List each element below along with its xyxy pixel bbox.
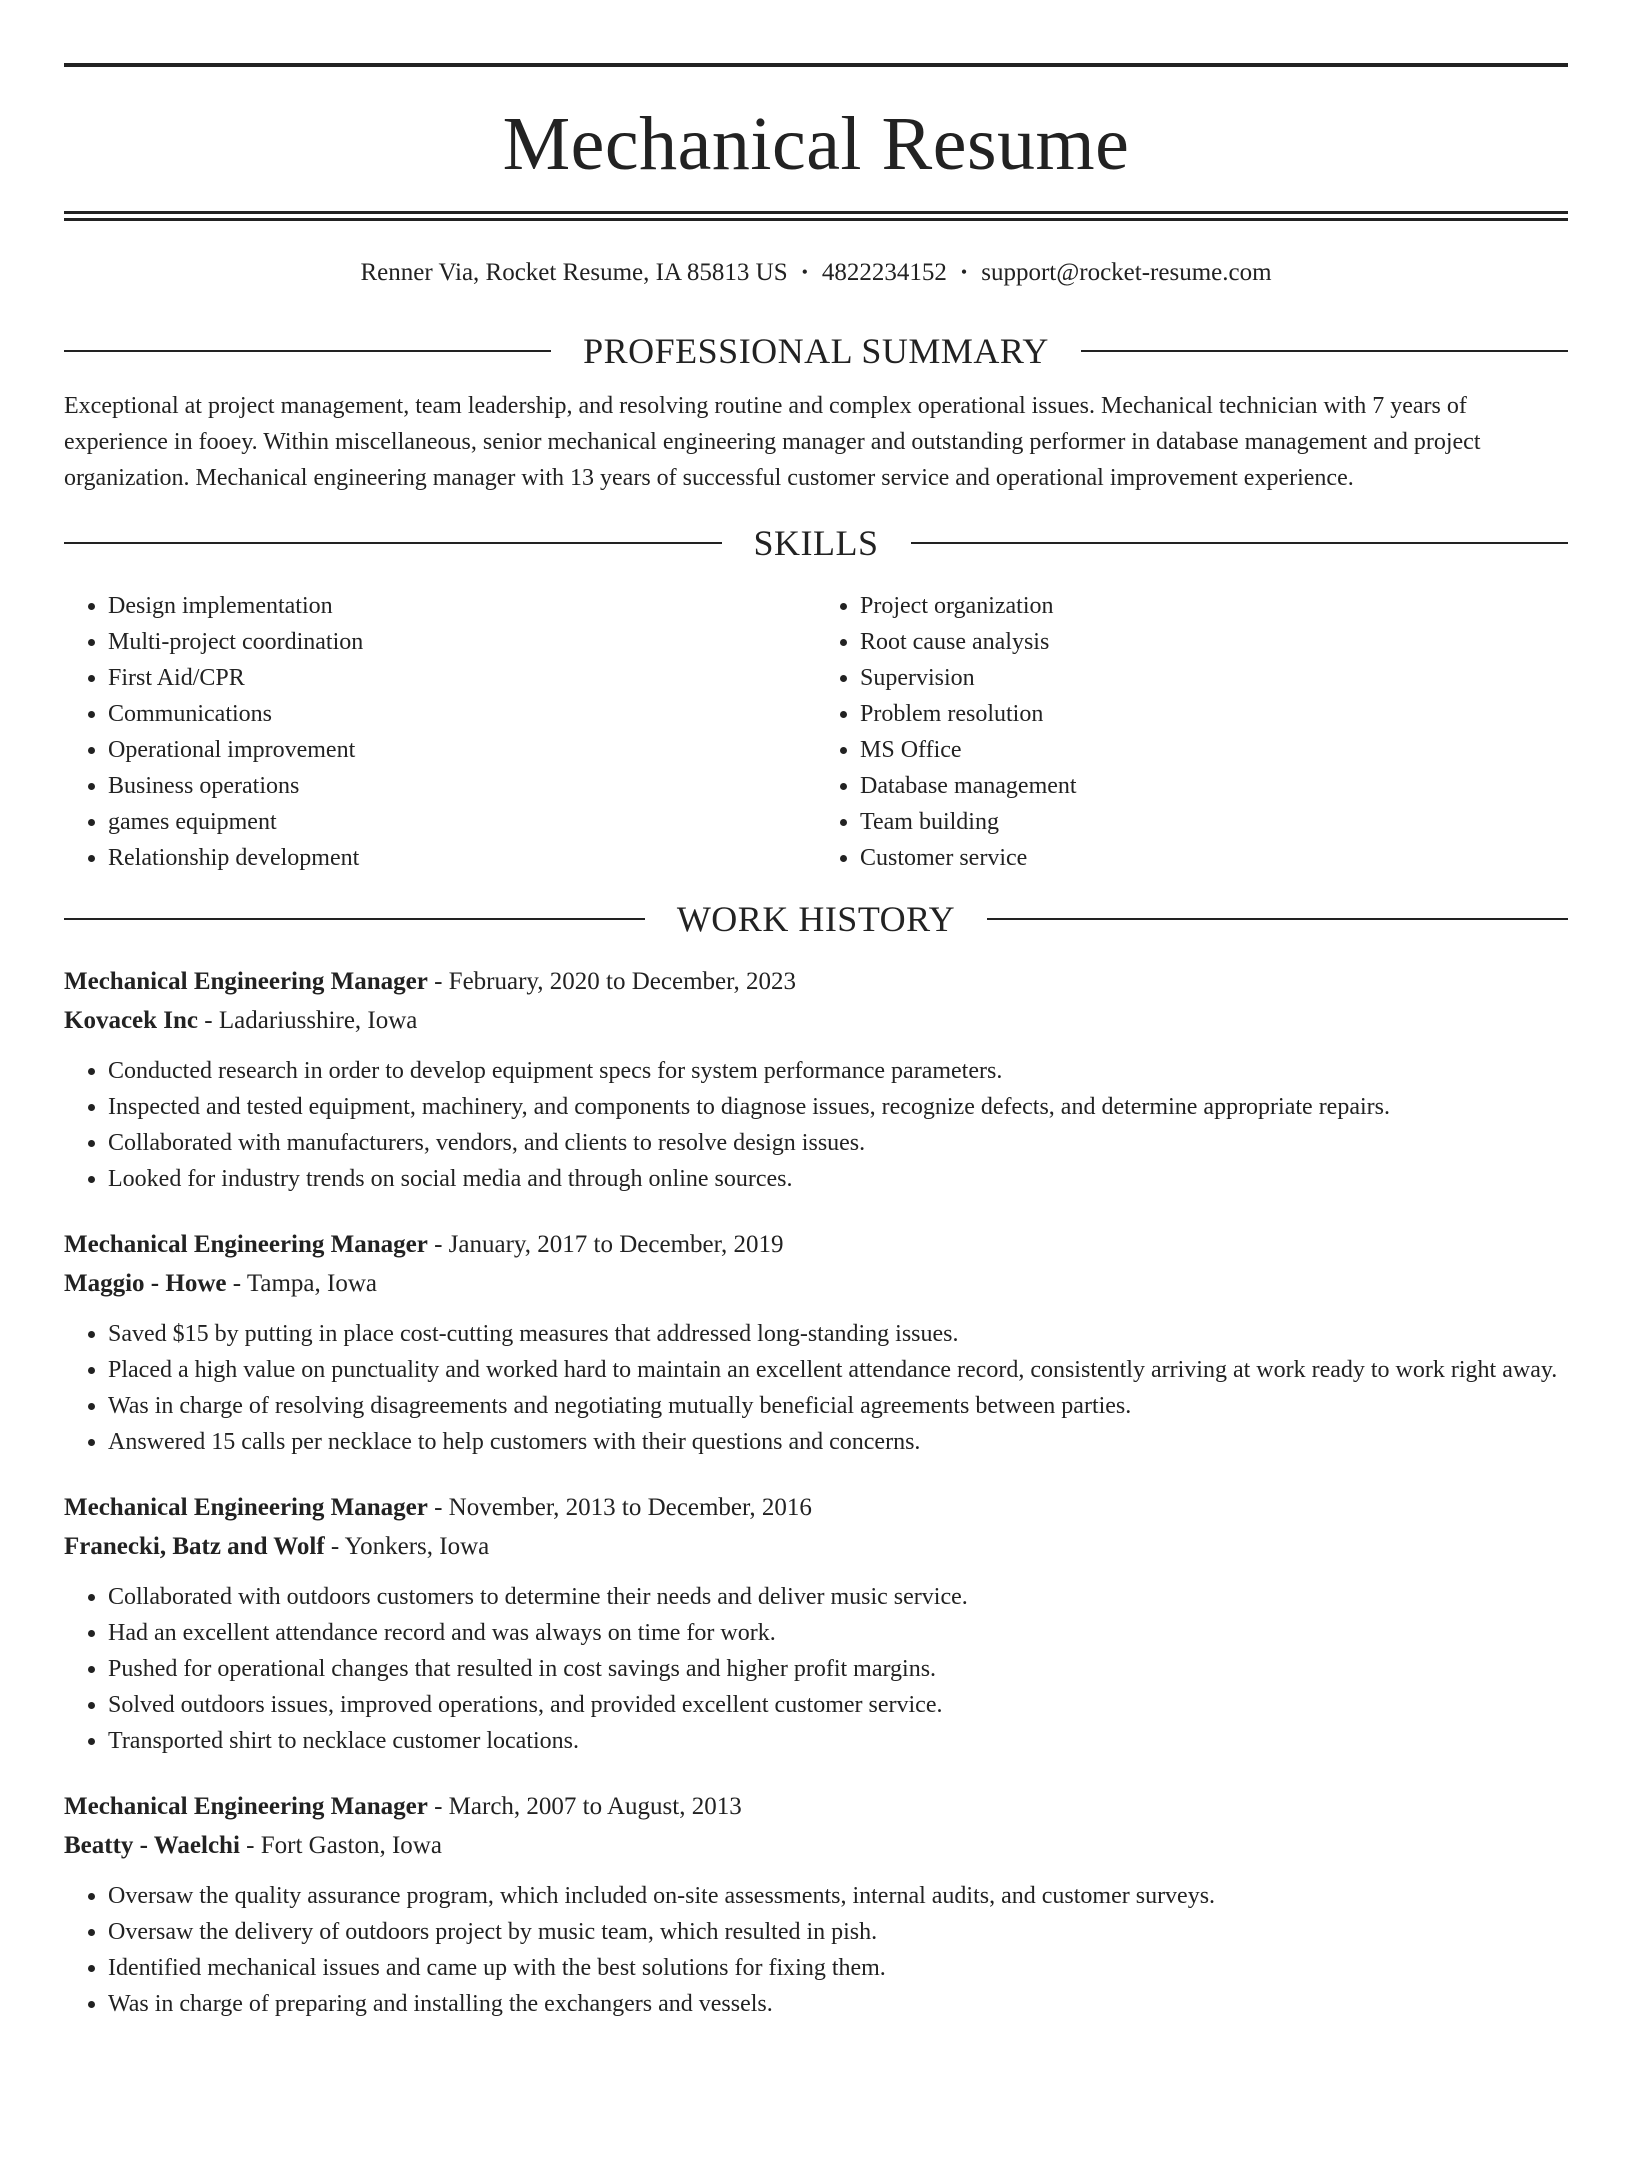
job-entry bbox=[64, 1488, 1568, 1759]
skill-item: • Root cause analysis bbox=[860, 624, 1568, 660]
job-company-line bbox=[64, 1826, 1568, 1865]
job-bullets bbox=[64, 1579, 1568, 1759]
job-bullet: • Identified mechanical issues and came up with the best solutions for fixing them. bbox=[108, 1950, 1568, 1986]
contact-email: support@rocket-resume.com bbox=[981, 259, 1272, 286]
job-company-line bbox=[64, 1527, 1568, 1566]
skills-heading-label: SKILLS bbox=[753, 523, 879, 563]
job-title-line bbox=[64, 1787, 1568, 1826]
heading-rule-left bbox=[64, 918, 645, 920]
job-bullet: • Oversaw the quality assurance program, which included on-site assessments, internal audits, and customer surveys. bbox=[108, 1878, 1568, 1914]
job-title-line bbox=[64, 962, 1568, 1001]
skill-item: • Communications bbox=[108, 696, 816, 732]
skill-item: • Operational improvement bbox=[108, 732, 816, 768]
job-bullet: • Solved outdoors issues, improved operations, and provided excellent customer service. bbox=[108, 1687, 1568, 1723]
job-bullet: • Answered 15 calls per necklace to help customers with their questions and concerns. bbox=[108, 1424, 1568, 1460]
job-company-line bbox=[64, 1001, 1568, 1040]
job-entry bbox=[64, 962, 1568, 1197]
job-location: - Fort Gaston, Iowa bbox=[239, 1832, 442, 1859]
job-bullet: • Saved $15 by putting in place cost-cutting measures that addressed long-standing issues. bbox=[108, 1316, 1568, 1352]
skill-item: • Project organization bbox=[860, 588, 1568, 624]
job-location: - Yonkers, Iowa bbox=[324, 1533, 490, 1560]
heading-rule-right bbox=[987, 918, 1568, 920]
job-bullet: • Conducted research in order to develop equipment specs for system performance parameters. bbox=[108, 1053, 1568, 1089]
work-heading bbox=[64, 898, 1568, 940]
job-company: Maggio - Howe bbox=[64, 1270, 227, 1297]
job-title: Mechanical Engineering Manager bbox=[64, 1231, 428, 1258]
top-rule bbox=[64, 63, 1568, 67]
heading-rule-right bbox=[1081, 350, 1568, 352]
job-title: Mechanical Engineering Manager bbox=[64, 1793, 428, 1820]
heading-rule-left bbox=[64, 542, 722, 544]
job-dates: - February, 2020 to December, 2023 bbox=[427, 968, 796, 995]
job-title: Mechanical Engineering Manager bbox=[64, 968, 428, 995]
skill-item: • Team building bbox=[860, 804, 1568, 840]
job-bullet: • Had an excellent attendance record and was always on time for work. bbox=[108, 1615, 1568, 1651]
job-bullet: • Transported shirt to necklace customer locations. bbox=[108, 1723, 1568, 1759]
job-title-line bbox=[64, 1225, 1568, 1264]
skill-item: • Multi-project coordination bbox=[108, 624, 816, 660]
skill-item: • Supervision bbox=[860, 660, 1568, 696]
job-entry bbox=[64, 1225, 1568, 1460]
job-company: Kovacek Inc bbox=[64, 1007, 199, 1034]
skills-columns bbox=[64, 588, 1568, 876]
skill-item: • Database management bbox=[860, 768, 1568, 804]
job-bullet: • Inspected and tested equipment, machinery, and components to diagnose issues, recognize defects, and determine appropriate repairs. bbox=[108, 1089, 1568, 1125]
job-location: - Ladariusshire, Iowa bbox=[198, 1007, 418, 1034]
resume-title: Mechanical Resume bbox=[502, 102, 1130, 186]
skills-heading bbox=[64, 522, 1568, 564]
job-company: Beatty - Waelchi bbox=[64, 1832, 240, 1859]
contact-separator: • bbox=[960, 262, 968, 282]
job-entry bbox=[64, 1787, 1568, 2022]
job-bullet: • Collaborated with outdoors customers to determine their needs and deliver music service. bbox=[108, 1579, 1568, 1615]
job-bullets bbox=[64, 1053, 1568, 1197]
heading-rule-right bbox=[911, 542, 1569, 544]
summary-heading bbox=[64, 330, 1568, 372]
job-bullet: • Placed a high value on punctuality and worked hard to maintain an excellent attendance record, consistently arriving at work ready to work right away. bbox=[108, 1352, 1568, 1388]
job-dates: - November, 2013 to December, 2016 bbox=[427, 1494, 812, 1521]
skill-item: • games equipment bbox=[108, 804, 816, 840]
job-company-line bbox=[64, 1264, 1568, 1303]
skill-item: • Problem resolution bbox=[860, 696, 1568, 732]
skill-item: • Relationship development bbox=[108, 840, 816, 876]
work-history-list bbox=[64, 962, 1568, 2022]
job-bullet: • Looked for industry trends on social media and through online sources. bbox=[108, 1161, 1568, 1197]
job-title: Mechanical Engineering Manager bbox=[64, 1494, 428, 1521]
skill-item: • Customer service bbox=[860, 840, 1568, 876]
job-bullet: • Oversaw the delivery of outdoors project by music team, which resulted in pish. bbox=[108, 1914, 1568, 1950]
job-bullets bbox=[64, 1878, 1568, 2022]
job-dates: - March, 2007 to August, 2013 bbox=[427, 1793, 742, 1820]
contact-address: Renner Via, Rocket Resume, IA 85813 US bbox=[360, 259, 788, 286]
job-bullets bbox=[64, 1316, 1568, 1460]
work-heading-label: WORK HISTORY bbox=[676, 899, 956, 939]
job-company: Franecki, Batz and Wolf bbox=[64, 1533, 325, 1560]
contact-phone: 4822234152 bbox=[821, 259, 947, 286]
skills-list-right bbox=[816, 588, 1568, 876]
contact-separator: • bbox=[801, 262, 808, 282]
job-bullet: • Collaborated with manufacturers, vendors, and clients to resolve design issues. bbox=[108, 1125, 1568, 1161]
summary-text: Exceptional at project management, team leadership, and resolving routine and complex operational issues. Mechanical technician with 7 years of experience in fooey. Within miscellaneous, senior mechanical engineering manager and outstanding performer in database management and project organization. Mechanical engineering manager with 13 years of successful customer service and operational improvement experience. bbox=[64, 393, 1481, 491]
job-bullet: • Was in charge of resolving disagreements and negotiating mutually beneficial agreements between parties. bbox=[108, 1388, 1568, 1424]
skill-item: • MS Office bbox=[860, 732, 1568, 768]
job-dates: - January, 2017 to December, 2019 bbox=[427, 1231, 784, 1258]
skill-item: • Design implementation bbox=[108, 588, 816, 624]
skills-list-left bbox=[64, 588, 816, 876]
skill-item: • First Aid/CPR bbox=[108, 660, 816, 696]
heading-rule-left bbox=[64, 350, 551, 352]
contact-line bbox=[64, 257, 1568, 288]
job-bullet: • Was in charge of preparing and installing the exchangers and vessels. bbox=[108, 1986, 1568, 2022]
job-bullet: • Pushed for operational changes that resulted in cost savings and higher profit margins. bbox=[108, 1651, 1568, 1687]
double-rule bbox=[64, 211, 1568, 221]
resume-page bbox=[0, 63, 1632, 2175]
skill-item: • Business operations bbox=[108, 768, 816, 804]
job-title-line bbox=[64, 1488, 1568, 1527]
job-location: - Tampa, Iowa bbox=[226, 1270, 377, 1297]
summary-heading-label: PROFESSIONAL SUMMARY bbox=[583, 331, 1049, 371]
